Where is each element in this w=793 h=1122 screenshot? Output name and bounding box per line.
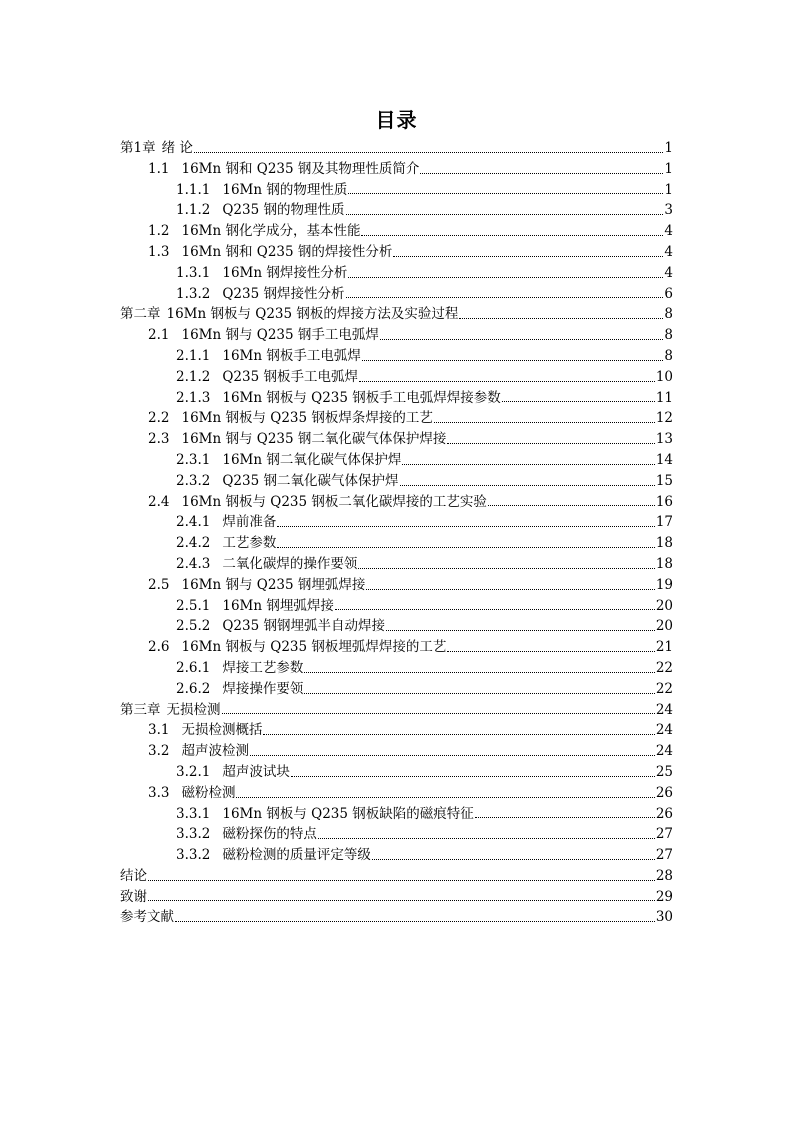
dot-leader [148, 880, 655, 881]
toc-entry-page-number: 21 [655, 639, 673, 656]
dot-leader [148, 900, 655, 901]
dot-leader [361, 235, 663, 236]
toc-entry[interactable] [120, 637, 673, 658]
toc-entry-number: 1.2 [148, 223, 170, 240]
toc-entry-number: 2.3 [148, 431, 170, 448]
toc-entry-page-number: 20 [655, 597, 673, 614]
toc-entry-number: 2.3.1 [176, 451, 211, 468]
toc-entry[interactable] [120, 679, 673, 700]
toc-entry-number: 1.1.1 [176, 181, 211, 198]
toc-entry-number: 2.4 [148, 493, 170, 510]
toc-entry[interactable] [120, 554, 673, 575]
toc-entry-number: 2.6.1 [176, 659, 211, 676]
toc-entry-title: 16Mn 钢板与 Q235 钢板的焊接方法及实验过程 [166, 306, 459, 323]
toc-entry-page-number: 17 [655, 514, 673, 531]
dot-leader [475, 817, 655, 818]
toc-entry-title: 焊前准备 [222, 514, 277, 531]
toc-entry-number: 2.4.2 [176, 535, 211, 552]
toc-entry-title: 超声波检测 [181, 743, 249, 760]
toc-entry-page-number: 4 [664, 243, 673, 260]
toc-entry-page-number: 24 [655, 722, 673, 739]
toc-entry-title: Q235 钢的物理性质 [222, 202, 345, 219]
toc-entry-page-number: 13 [655, 431, 673, 448]
toc-entry-title: 参考文献 [120, 909, 174, 926]
dot-leader [335, 609, 655, 610]
toc-entry[interactable] [120, 388, 673, 409]
toc-entry-page-number: 8 [664, 347, 673, 364]
toc-entry[interactable] [120, 720, 673, 741]
dot-leader [346, 297, 664, 298]
dot-leader [359, 381, 655, 382]
dot-leader [459, 318, 663, 319]
toc-entry[interactable] [120, 325, 673, 346]
toc-entry-page-number: 30 [655, 909, 673, 926]
toc-entry[interactable] [120, 429, 673, 450]
toc-entry-number: 3.3.1 [176, 805, 211, 822]
toc-entry-number: 3.3.2 [176, 847, 211, 864]
toc-entry-title: Q235 钢钢埋弧半自动焊接 [222, 618, 385, 635]
toc-entry-number: 2.5 [148, 576, 170, 593]
dot-leader [348, 193, 663, 194]
dot-leader [420, 173, 663, 174]
dot-leader [447, 651, 654, 652]
toc-entry[interactable] [120, 887, 673, 908]
dot-leader [400, 485, 655, 486]
toc-entry-page-number: 1 [664, 181, 673, 198]
toc-entry-page-number: 1 [664, 160, 673, 177]
toc-entry-number: 3.3.2 [176, 826, 211, 843]
toc-entry[interactable] [120, 907, 673, 928]
toc-entry-title: 16Mn 钢与 Q235 钢手工电弧焊 [181, 327, 379, 344]
toc-entry-page-number: 20 [655, 618, 673, 635]
toc-entry-number: 2.1.1 [176, 347, 211, 364]
dot-leader [222, 713, 655, 714]
dot-leader [488, 505, 655, 506]
toc-entry[interactable] [120, 408, 673, 429]
dot-leader [348, 277, 663, 278]
dot-leader [304, 672, 654, 673]
toc-entry-title: 无损检测概括 [181, 722, 263, 739]
dot-leader [502, 401, 655, 402]
toc-entry-title: 16Mn 钢板与 Q235 钢板手工电弧焊焊接参数 [222, 389, 501, 406]
dot-leader [277, 547, 654, 548]
toc-entry-number: 1.3.1 [176, 264, 211, 281]
toc-entry-page-number: 4 [664, 264, 673, 281]
dot-leader [304, 693, 654, 694]
dot-leader [402, 464, 654, 465]
toc-entry-page-number: 6 [664, 285, 673, 302]
dot-leader [175, 921, 655, 922]
toc-entry[interactable] [120, 783, 673, 804]
toc-entry-title: 无损检测 [166, 701, 221, 718]
toc-entry-page-number: 15 [655, 472, 673, 489]
dot-leader [250, 755, 655, 756]
dot-leader [386, 630, 655, 631]
toc-entry-title: 超声波试块 [222, 763, 290, 780]
toc-entry[interactable] [120, 658, 673, 679]
toc-entry-title: 16Mn 钢化学成分，基本性能 [181, 223, 361, 240]
toc-entry-page-number: 12 [655, 410, 673, 427]
toc-entry[interactable] [120, 180, 673, 201]
toc-entry-page-number: 25 [655, 763, 673, 780]
toc-entry-page-number: 26 [655, 805, 673, 822]
toc-entry-title: Q235 钢板手工电弧焊 [222, 368, 358, 385]
toc-entry[interactable] [120, 138, 673, 159]
toc-entry-title: 16Mn 钢和 Q235 钢及其物理性质简介 [181, 160, 420, 177]
toc-entry-title: 16Mn 钢板与 Q235 钢板缺陷的磁痕特征 [222, 805, 474, 822]
toc-entry-page-number: 10 [655, 368, 673, 385]
dot-leader [318, 838, 655, 839]
toc-entry-number: 第1章 [120, 140, 156, 156]
toc-entry-title: 磁粉探伤的特点 [222, 826, 317, 843]
toc-entry-title: 二氧化碳焊的操作要领 [222, 555, 358, 572]
toc-entry[interactable] [120, 533, 673, 554]
toc-entry-title: 焊接工艺参数 [222, 659, 304, 676]
dot-leader [434, 422, 655, 423]
toc-entry[interactable] [120, 575, 673, 596]
dot-leader [372, 859, 655, 860]
toc-entry-number: 1.3 [148, 243, 170, 260]
toc-entry[interactable] [120, 159, 673, 180]
toc-entry-title: 16Mn 钢焊接性分析 [222, 264, 348, 281]
toc-entry-number: 2.4.3 [176, 555, 211, 572]
toc-entry-title: 16Mn 钢板与 Q235 钢板二氧化碳焊接的工艺实验 [181, 493, 487, 510]
toc-entry-number: 2.1.3 [176, 389, 211, 406]
toc-entry-number: 2.5.1 [176, 597, 211, 614]
toc-entry-title: 16Mn 钢与 Q235 钢埋弧焊接 [181, 576, 366, 593]
dot-leader [366, 589, 654, 590]
toc-entry-title: 磁粉检测的质量评定等级 [222, 847, 371, 864]
dot-leader [291, 776, 655, 777]
toc-entry-title: 16Mn 钢埋弧焊接 [222, 597, 334, 614]
toc-entry-number: 2.6 [148, 639, 170, 656]
toc-entry[interactable] [120, 512, 673, 533]
toc-entry-page-number: 24 [655, 701, 673, 718]
toc-entry[interactable] [120, 367, 673, 388]
toc-entry-page-number: 26 [655, 784, 673, 801]
toc-entry-title: 焊接操作要领 [222, 680, 304, 697]
toc-entry-page-number: 29 [655, 888, 673, 905]
dot-leader [362, 360, 664, 361]
toc-entry[interactable] [120, 596, 673, 617]
toc-entry-number: 第三章 [120, 701, 161, 718]
toc-entry-page-number: 28 [655, 867, 673, 884]
toc-entry-number: 2.2 [148, 410, 170, 427]
toc-entry-title: 16Mn 钢板与 Q235 钢板焊条焊接的工艺 [181, 410, 433, 427]
toc-entry[interactable] [120, 242, 673, 263]
toc-entry-title: 工艺参数 [222, 535, 277, 552]
toc-entry-page-number: 24 [655, 743, 673, 760]
toc-entry[interactable] [120, 492, 673, 513]
toc-entry-number: 2.3.2 [176, 472, 211, 489]
toc-entry[interactable] [120, 762, 673, 783]
toc-entry-page-number: 8 [664, 306, 673, 323]
toc-entry-page-number: 18 [655, 535, 673, 552]
table-of-contents [120, 138, 673, 928]
toc-entry-title: 结论 [120, 867, 147, 884]
toc-entry[interactable] [120, 221, 673, 242]
dot-leader [236, 797, 654, 798]
dot-leader [358, 568, 654, 569]
toc-entry-page-number: 14 [655, 451, 673, 468]
dot-leader [447, 443, 654, 444]
toc-entry-title: 16Mn 钢和 Q235 钢的焊接性分析 [181, 243, 393, 260]
toc-entry-title: 16Mn 钢板手工电弧焊 [222, 347, 361, 364]
toc-entry-title: 16Mn 钢与 Q235 钢二氧化碳气体保护焊接 [181, 431, 447, 448]
toc-entry-number: 3.2 [148, 743, 170, 760]
dot-leader [277, 526, 654, 527]
toc-entry-number: 1.1 [148, 160, 170, 177]
toc-entry-number: 第二章 [120, 306, 161, 323]
toc-entry[interactable] [120, 866, 673, 887]
toc-entry-number: 2.4.1 [176, 514, 211, 531]
toc-entry-number: 2.5.2 [176, 618, 211, 635]
toc-entry-page-number: 19 [655, 576, 673, 593]
toc-entry-number: 3.2.1 [176, 763, 211, 780]
toc-entry-number: 2.1 [148, 327, 170, 344]
toc-entry-number: 3.1 [148, 722, 170, 739]
toc-entry[interactable] [120, 304, 673, 325]
toc-entry-title: Q235 钢焊接性分析 [222, 285, 345, 302]
toc-entry-title: 磁粉检测 [181, 784, 236, 801]
toc-entry-page-number: 4 [664, 223, 673, 240]
page-title: 目录 [375, 108, 418, 132]
toc-entry[interactable] [120, 450, 673, 471]
toc-entry-number: 1.3.2 [176, 285, 211, 302]
toc-entry-number: 2.6.2 [176, 680, 211, 697]
toc-entry-title: 16Mn 钢板与 Q235 钢板埋弧焊焊接的工艺 [181, 639, 447, 656]
toc-entry-page-number: 11 [655, 389, 673, 406]
dot-leader [194, 152, 664, 153]
toc-entry-page-number: 27 [655, 847, 673, 864]
toc-entry[interactable] [120, 200, 673, 221]
toc-entry-page-number: 16 [655, 493, 673, 510]
toc-entry[interactable] [120, 346, 673, 367]
toc-entry-title: 致谢 [120, 888, 147, 905]
toc-entry-page-number: 1 [664, 140, 673, 156]
toc-entry-title: Q235 钢二氧化碳气体保护焊 [222, 472, 399, 489]
toc-entry-page-number: 3 [664, 202, 673, 219]
toc-entry-page-number: 22 [655, 659, 673, 676]
dot-leader [346, 214, 664, 215]
toc-entry[interactable] [120, 284, 673, 305]
dot-leader [393, 256, 663, 257]
toc-entry-page-number: 27 [655, 826, 673, 843]
dot-leader [380, 339, 664, 340]
toc-entry-title: 16Mn 钢二氧化碳气体保护焊 [222, 451, 402, 468]
toc-entry[interactable] [120, 616, 673, 637]
toc-entry-number: 2.1.2 [176, 368, 211, 385]
toc-entry[interactable] [120, 824, 673, 845]
toc-entry-title: 16Mn 钢的物理性质 [222, 181, 348, 198]
toc-entry-title: 绪 论 [161, 140, 193, 156]
toc-entry[interactable] [120, 845, 673, 866]
toc-entry[interactable] [120, 700, 673, 721]
toc-entry[interactable] [120, 741, 673, 762]
toc-entry-number: 3.3 [148, 784, 170, 801]
toc-entry-number: 1.1.2 [176, 202, 211, 219]
toc-entry[interactable] [120, 263, 673, 284]
toc-entry[interactable] [120, 804, 673, 825]
toc-entry[interactable] [120, 471, 673, 492]
toc-entry-page-number: 8 [664, 327, 673, 344]
dot-leader [263, 734, 654, 735]
toc-entry-page-number: 22 [655, 680, 673, 697]
toc-entry-page-number: 18 [655, 555, 673, 572]
